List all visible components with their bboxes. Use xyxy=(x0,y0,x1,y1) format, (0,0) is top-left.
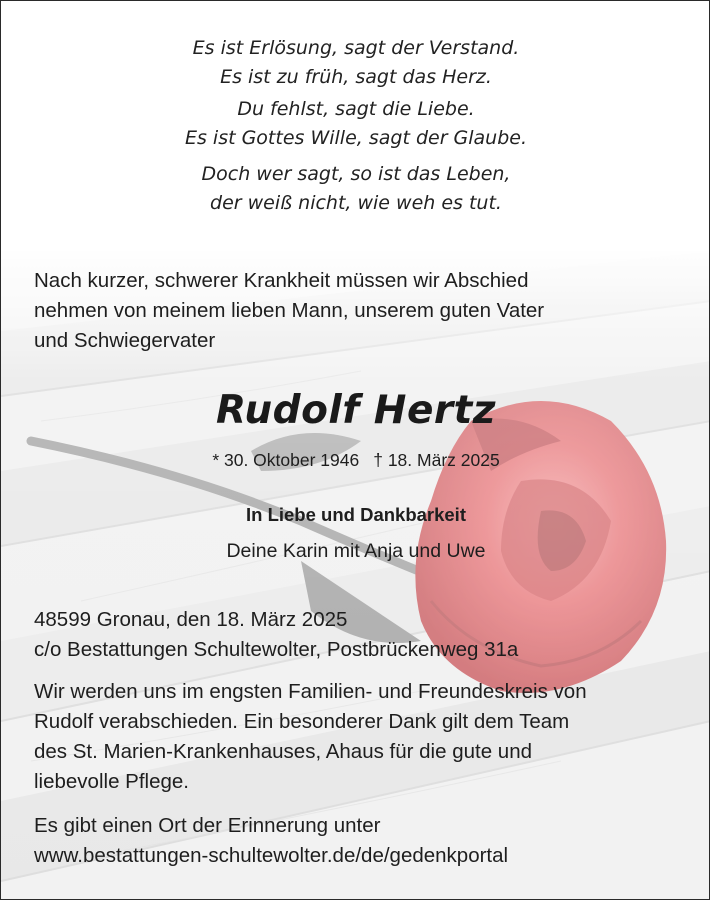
poem-line: Es ist Erlösung, sagt der Verstand. xyxy=(192,37,520,59)
poem-stanza-1 xyxy=(1,34,710,92)
poem-stanza-3 xyxy=(1,160,710,218)
memorial-block xyxy=(34,811,684,871)
farewell-line: des St. Marien-Krankenhauses, Ahaus für die gute und xyxy=(34,740,533,763)
poem-line: Du fehlst, sagt die Liebe. xyxy=(237,98,475,120)
intro-line: Nach kurzer, schwerer Krankheit müssen wir Abschied xyxy=(34,269,529,292)
farewell-line: liebevolle Pflege. xyxy=(34,770,189,793)
poem-line: Es ist Gottes Wille, sagt der Glaube. xyxy=(184,127,528,149)
intro-line: und Schwiegervater xyxy=(34,329,216,352)
poem-stanza-2 xyxy=(1,95,710,153)
death-date: † 18. März 2025 xyxy=(373,450,500,470)
memorial-line: Es gibt einen Ort der Erinnerung unter xyxy=(34,814,381,837)
address-line: 48599 Gronau, den 18. März 2025 xyxy=(34,608,348,631)
poem-line: Doch wer sagt, so ist das Leben, xyxy=(201,163,511,185)
poem-line: der weiß nicht, wie weh es tut. xyxy=(210,192,502,214)
farewell-line: Wir werden uns im engsten Familien- und Freundeskreis von xyxy=(34,680,587,703)
memorial-portal-url: www.bestattungen-schultewolter.de/de/gedenkportal xyxy=(34,844,509,867)
address-line: c/o Bestattungen Schultewolter, Postbrückenweg 31a xyxy=(34,638,519,661)
address-block xyxy=(34,605,684,665)
deceased-name: Rudolf Hertz xyxy=(216,388,496,433)
family-signature: Deine Karin mit Anja und Uwe xyxy=(226,540,486,562)
farewell-line: Rudolf verabschieden. Ein besonderer Dank gilt dem Team xyxy=(34,710,570,733)
closing-heading: In Liebe und Dankbarkeit xyxy=(246,504,466,525)
life-dates xyxy=(1,447,710,473)
intro-line: nehmen von meinem lieben Mann, unserem guten Vater xyxy=(34,299,545,322)
farewell-paragraph xyxy=(34,677,684,797)
intro-paragraph xyxy=(34,266,674,356)
birth-date: * 30. Oktober 1946 xyxy=(212,450,360,470)
poem-line: Es ist zu früh, sagt das Herz. xyxy=(220,66,492,88)
